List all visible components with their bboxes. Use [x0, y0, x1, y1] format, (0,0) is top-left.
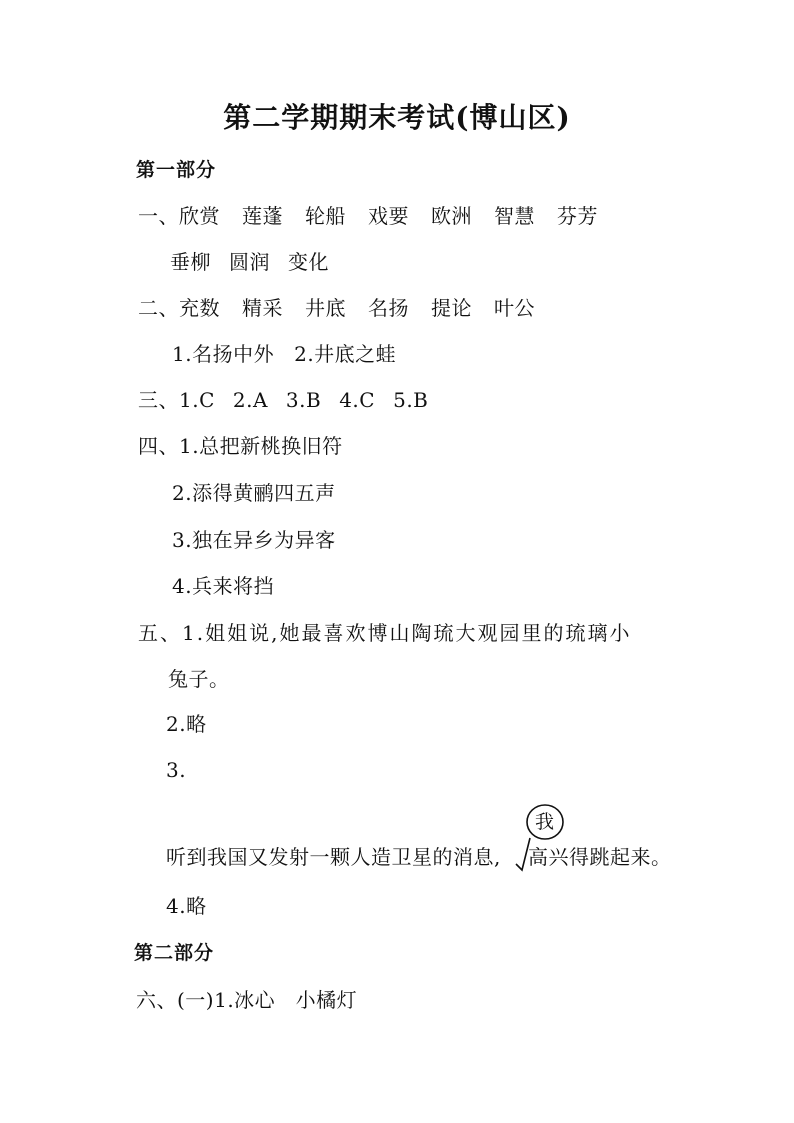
question-3-row: [138, 386, 428, 414]
question-5-answer-2: 2.略: [166, 712, 207, 736]
word: 井底: [305, 296, 346, 320]
word: 戏要: [368, 204, 409, 228]
question-4-answer-3: 3.独在异乡为异客: [172, 528, 336, 552]
word: 智慧: [494, 204, 535, 228]
answer-item: 4.C: [339, 388, 376, 412]
answer-item: 5.B: [393, 388, 429, 412]
question-5-answer-3: 3.: [166, 758, 187, 782]
word: 提论: [431, 296, 472, 320]
word: 芬芳: [557, 204, 598, 228]
word: 轮船: [305, 204, 346, 228]
word: 精采: [242, 296, 283, 320]
word: 欣赏: [179, 204, 220, 228]
question-1-row-1: [138, 202, 598, 230]
question-5-label: 五、: [138, 621, 182, 645]
question-2-sub-answers: [172, 340, 396, 368]
word: 叶公: [494, 296, 535, 320]
word: 变化: [288, 250, 329, 274]
answer-item: 1.姐姐说,她最喜欢博山陶琉大观园里的琉璃小: [182, 621, 632, 645]
question-6-line: 六、(一)1.冰心 小橘灯: [136, 988, 358, 1012]
answer-item: 2.井底之蛙: [294, 342, 397, 366]
question-2-row: [138, 294, 535, 322]
edited-sentence-part-2: 高兴得跳起来。: [528, 845, 672, 869]
question-1-label: 一、: [138, 204, 179, 228]
edited-sentence-part-1: 听到我国又发射一颗人造卫星的消息,: [166, 845, 501, 869]
answer-item: 1.总把新桃换旧符: [179, 434, 343, 458]
word: 垂柳: [170, 250, 211, 274]
answer-item: 1.名扬中外: [172, 342, 275, 366]
question-4-answer-4: 4.兵来将挡: [172, 574, 275, 598]
word: 莲蓬: [242, 204, 283, 228]
section-heading-part1: 第一部分: [136, 159, 217, 181]
section-heading-part2: 第二部分: [134, 942, 215, 964]
question-2-label: 二、: [138, 296, 179, 320]
question-5-answer-4: 4.略: [166, 894, 207, 918]
question-4-answer-2: 2.添得黄鹂四五声: [172, 481, 336, 505]
word: 欧洲: [431, 204, 472, 228]
question-3-label: 三、: [138, 388, 179, 412]
answer-item: 2.A: [232, 388, 268, 412]
word: 圆润: [229, 250, 270, 274]
inserted-word: 我: [535, 811, 555, 833]
question-4-answer-1: [138, 432, 343, 460]
answer-item: 1.C: [179, 388, 215, 412]
question-4-label: 四、: [138, 434, 179, 458]
question-1-row-2: [170, 248, 329, 276]
answer-item: 3.B: [285, 388, 322, 412]
word: 充数: [179, 296, 220, 320]
question-5-answer-1-line-2: 兔子。: [168, 667, 230, 691]
word: 名扬: [368, 296, 409, 320]
page-title: 第二学期期末考试(博山区): [223, 101, 571, 134]
question-5-answer-1-line-1: [138, 619, 631, 647]
